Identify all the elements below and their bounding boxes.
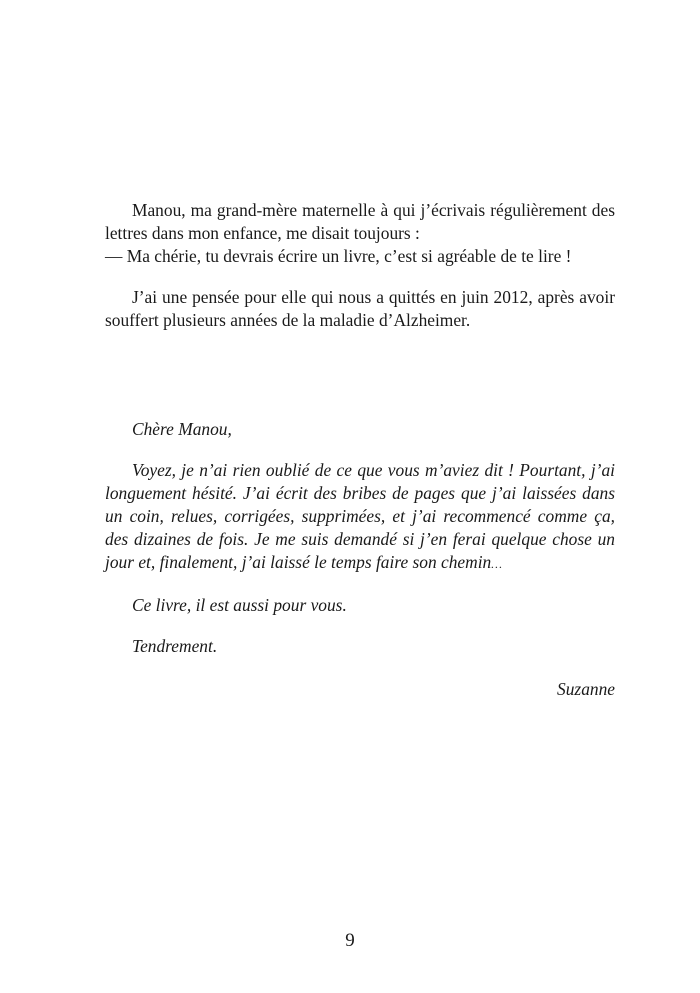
page-number: 9 xyxy=(345,930,355,951)
letter-signature: Suzanne xyxy=(557,679,615,699)
letter-closing: Tendrement. xyxy=(132,636,218,656)
intro-paragraph-2: J’ai une pensée pour elle qui nous a quittés en juin 2012, après avoir souffert plusieurs années de la maladie d’Alzheimer. xyxy=(105,287,615,330)
letter-book-line: Ce livre, il est aussi pour vous. xyxy=(132,595,347,615)
letter-body-text: Voyez, je n’ai rien oublié de ce que vous m’aviez dit ! Pourtant, j’ai longuement hésité. J’ai écrit des bribes de pages que j’ai laissées dans un coin, relues, corrigées, supprimées, et j’ai recommencé comme ça, des dizaines de fois. Je me suis demandé si j’en ferai quelque chose un jour et, finalement, j’ai laissé le temps faire son chemin xyxy=(105,460,615,572)
intro-paragraph-1: Manou, ma grand-mère maternelle à qui j’écrivais régulièrement des lettres dans mon enfance, me disait toujours : xyxy=(105,200,615,243)
letter-body xyxy=(105,459,615,576)
intro-quote-line: — Ma chérie, tu devrais écrire un livre, c’est si agréable de te lire ! xyxy=(105,246,572,266)
letter-salutation: Chère Manou, xyxy=(132,419,232,439)
page-content xyxy=(105,199,615,701)
letter xyxy=(105,418,615,701)
letter-body-ellipsis: … xyxy=(491,557,502,571)
